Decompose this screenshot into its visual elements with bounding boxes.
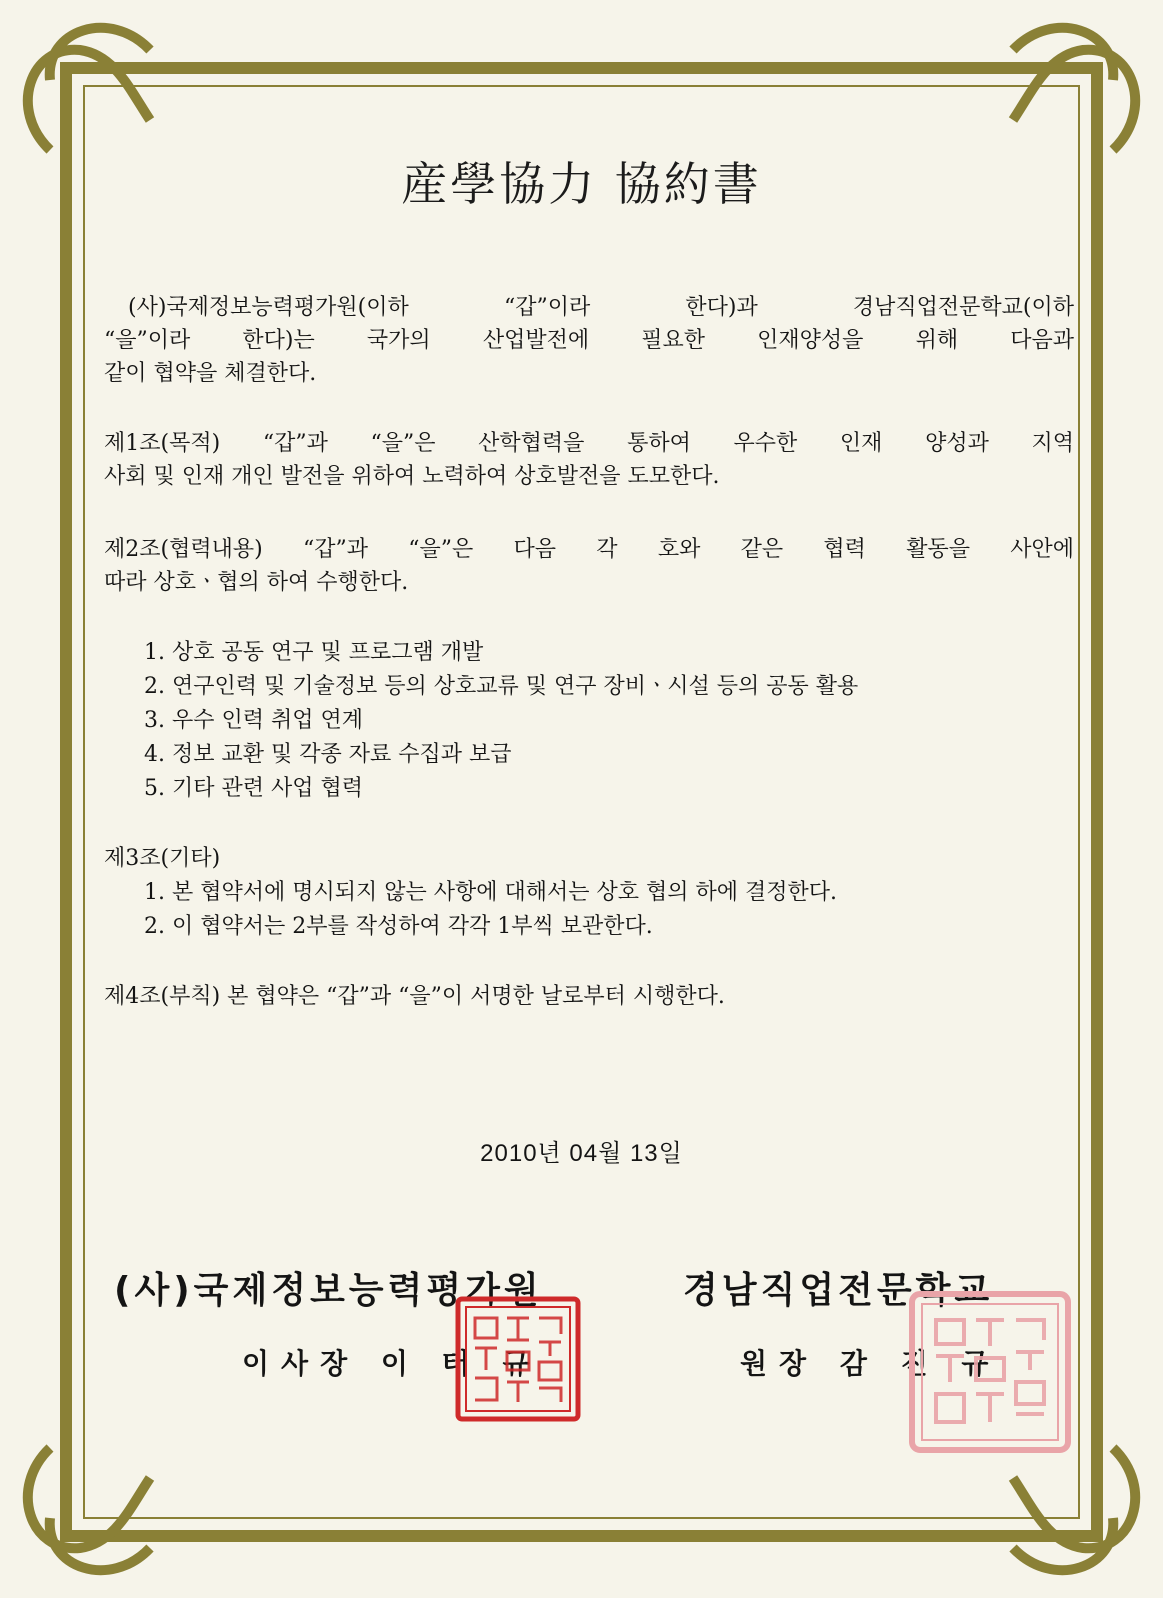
party-b-seal xyxy=(908,1290,1072,1454)
article-4: 제4조(부칙) 본 협약은 “갑”과 “을”이 서명한 날로부터 시행한다. xyxy=(104,984,725,1009)
list-item: 2. 이 협약서는 2부를 작성하여 각각 1부씩 보관한다. xyxy=(144,914,653,939)
article-2-items xyxy=(104,636,1074,806)
list-item: 1. 본 협약서에 명시되지 않는 사항에 대해서는 상호 협의 하에 결정한다. xyxy=(144,880,837,905)
list-item: 5. 기타 관련 사업 협력 xyxy=(144,776,363,801)
party-a-name: (사)국제정보능력평가원 xyxy=(114,1270,543,1311)
corner-ornament-top-right xyxy=(1013,28,1135,150)
corner-ornament-bottom-right xyxy=(1013,1448,1135,1570)
article-1-line: 사회 및 인재 개인 발전을 위하여 노력하여 상호발전을 도모한다. xyxy=(104,464,720,489)
signing-date: 2010년 04월 13일 xyxy=(480,1140,683,1167)
preamble xyxy=(104,291,1074,390)
corner-ornament-bottom-left xyxy=(28,1448,150,1570)
corner-ornament-top-left xyxy=(28,28,150,150)
party-a-representative: 이사장 이 태 규 xyxy=(242,1347,542,1380)
list-item: 1. 상호 공동 연구 및 프로그램 개발 xyxy=(144,640,484,665)
article-2-line: 제2조(협력내용) “갑”과 “을”은 다음 각 호와 같은 협력 활동을 사안에 xyxy=(104,537,1074,562)
article-2-line: 따라 상호ㆍ협의 하여 수행한다. xyxy=(104,570,409,595)
article-1 xyxy=(104,427,1074,493)
party-b-representative: 원장 감 진 규 xyxy=(740,1347,1001,1380)
list-item: 4. 정보 교환 및 각종 자료 수집과 보급 xyxy=(144,742,512,767)
party-b-name: 경남직업전문학교 xyxy=(683,1270,994,1311)
party-a-seal xyxy=(455,1296,581,1422)
list-item: 3. 우수 인력 취업 연계 xyxy=(144,708,363,733)
article-3-items xyxy=(104,876,1074,944)
document-title: 産學協力 協約書 xyxy=(401,157,762,211)
preamble-line: “을”이라 한다)는 국가의 산업발전에 필요한 인재양성을 위해 다음과 xyxy=(104,328,1074,353)
preamble-line: (사)국제정보능력평가원(이하 “갑”이라 한다)과 경남직업전문학교(이하 xyxy=(128,295,1074,320)
article-1-line: 제1조(목적) “갑”과 “을”은 산학협력을 통하여 우수한 인재 양성과 지역 xyxy=(104,431,1074,456)
preamble-line: 같이 협약을 체결한다. xyxy=(104,361,317,386)
article-2 xyxy=(104,533,1074,599)
list-item: 2. 연구인력 및 기술정보 등의 상호교류 및 연구 장비ㆍ시설 등의 공동 활용 xyxy=(144,674,859,699)
article-3-heading: 제3조(기타) xyxy=(104,846,221,871)
